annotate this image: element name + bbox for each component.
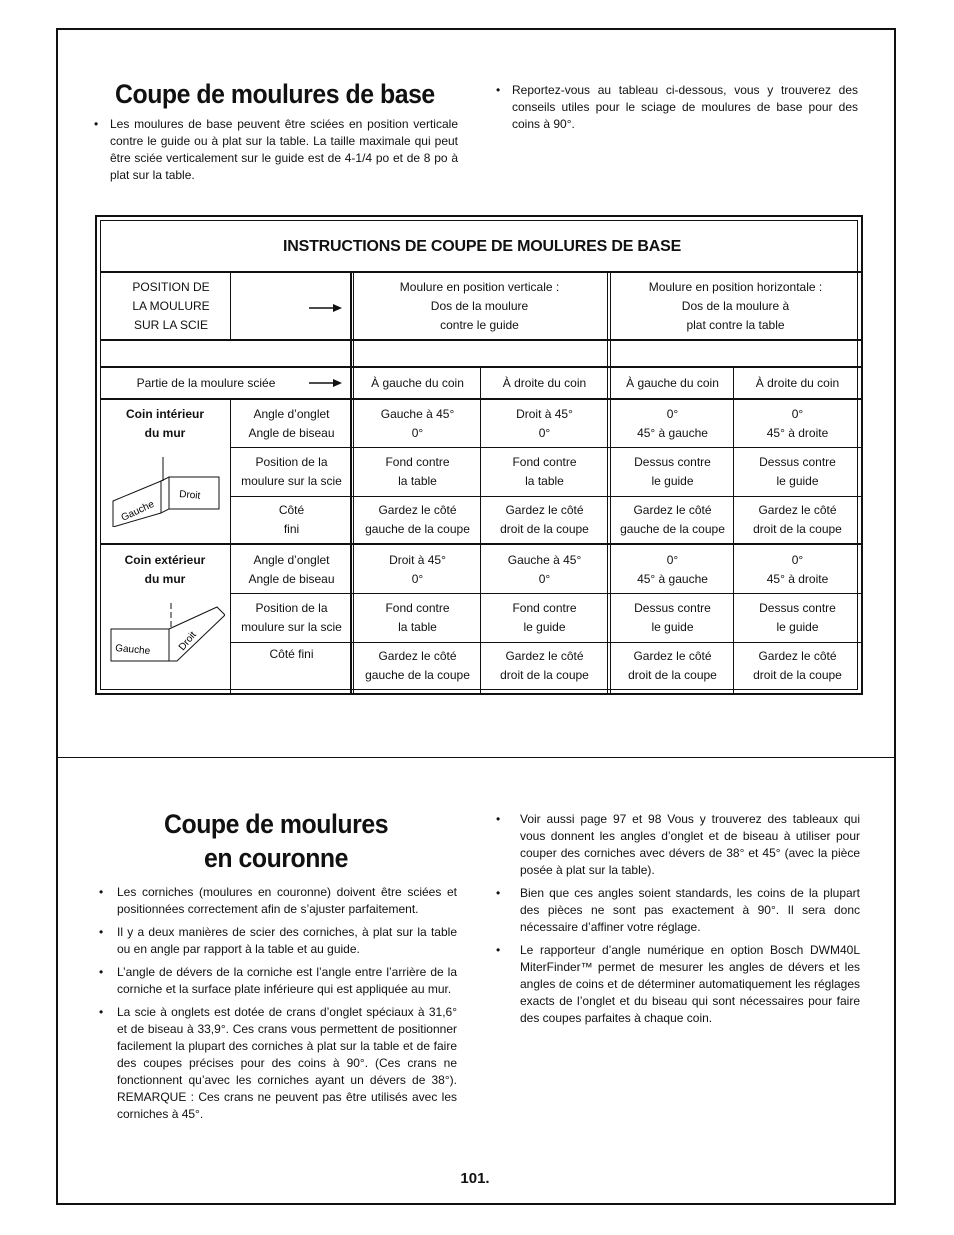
diagram-label-right: Droit	[178, 489, 201, 502]
table-cell: Dessus contre le guide	[634, 601, 711, 634]
list-item: • Les moulures de base peuvent être sciées en position verticale contre le guide ou à plat sur la table. La taille maximale qui peut être sciée verticalement sur le guide est de 4-1/4 po et de 8 po à plat sur la table.	[94, 116, 458, 184]
table-cell: Fond contre la table	[385, 455, 450, 488]
col-header: À droite du coin	[502, 375, 587, 390]
table-cell: Gardez le côté droit de la coupe	[753, 649, 842, 682]
list-item: • Bien que ces angles soient standards, les coins de la plupart des pièces ne sont pas exactement à 90°. Il sera donc nécessaire d’affiner votre réglage.	[496, 885, 860, 936]
position-label: POSITION DE LA MOULURE SUR LA SCIE	[132, 279, 210, 332]
row-label: Position de la moulure sur la scie	[241, 455, 342, 488]
list-item: • La scie à onglets est dotée de crans d’onglet spéciaux à 31,6° et de biseau à 33,9°. Ces crans vous permettent de positionner facilement la plupart des corniches à plat sur la table et de faire des coupes précises pour des coins à 90°. (Ces crans ne fonctionnent qu’avec les corniches ayant un dévers de 38°). REMARQUE : Ces crans ne peuvent pas être utilisés avec les corniches à 45°.	[99, 1004, 457, 1123]
table-cell: 0° 45° à gauche	[637, 406, 708, 440]
section2-right-column	[496, 811, 860, 1033]
table-cell: 0° 45° à droite	[766, 552, 829, 586]
partie-label: Partie de la moulure sciée	[136, 375, 276, 390]
group-label-outer-corner: Coin extérieur du mur	[124, 553, 206, 586]
diagram-label-right: Droit	[176, 629, 199, 653]
table-cell: Fond contre le guide	[512, 601, 577, 634]
table-cell: Gardez le côté droit de la coupe	[500, 503, 589, 536]
table-cell: Gauche à 45° 0°	[380, 406, 455, 440]
section1-right-column	[496, 82, 858, 138]
diagram-label-left: Gauche	[119, 498, 157, 524]
col-header: À gauche du coin	[626, 375, 719, 390]
list-item: • Voir aussi page 97 et 98 Vous y trouverez des tableaux qui vous donnent les angles d’onglet et de biseau à utiliser pour couper des corniches avec dévers de 38° et 45° (avec la pièce posée à plat sur la table).	[496, 811, 860, 879]
section2-left-column	[93, 884, 457, 1129]
inside-corner-diagram	[109, 457, 225, 527]
outside-corner-diagram	[109, 603, 225, 673]
row-label: Côté fini	[269, 647, 314, 661]
row-label: Position de la moulure sur la scie	[241, 601, 342, 634]
section2-title-line2: en couronne	[204, 843, 348, 873]
table-title: INSTRUCTIONS DE COUPE DE MOULURES DE BASE	[283, 237, 682, 255]
table-cell: Dessus contre le guide	[759, 601, 836, 634]
arrow-right-icon	[309, 303, 343, 313]
col-header: À droite du coin	[755, 375, 840, 390]
section1-left-column	[94, 116, 458, 189]
horizontal-position-header: Moulure en position horizontale : Dos de la moulure à plat contre la table	[648, 279, 823, 332]
table-cell: Fond contre la table	[512, 455, 577, 488]
section1-title: Coupe de moulures de base	[115, 79, 435, 109]
section2-title-line1: Coupe de moulures	[164, 809, 389, 839]
table-cell: Gardez le côté droit de la coupe	[500, 649, 589, 682]
list-item: • Le rapporteur d’angle numérique en option Bosch DWM40L MiterFinder™ permet de mesurer les angles de dévers et les angles de coins et de déterminer automatiquement les réglages exacts de l’onglet et du biseau qui sont nécessaires pour faire des coupes parfaites à chaque coin.	[496, 942, 860, 1027]
table-cell: Gardez le côté gauche de la coupe	[365, 503, 470, 536]
table-cell: 0° 45° à gauche	[637, 552, 708, 586]
diagram-label-left: Gauche	[114, 643, 151, 658]
table-inner	[100, 220, 858, 690]
list-item: • Les corniches (moulures en couronne) doivent être sciées et positionnées correctement afin de s’ajuster parfaitement.	[99, 884, 457, 918]
table-cell: Dessus contre le guide	[759, 455, 836, 488]
table-cell: Gauche à 45° 0°	[507, 552, 582, 586]
table-cell: Fond contre la table	[385, 601, 450, 634]
table-cell: 0° 45° à droite	[766, 406, 829, 440]
row-label: Côté fini	[278, 503, 305, 536]
list-item: • L’angle de dévers de la corniche est l’angle entre l’arrière de la corniche et la surface plate inférieure qui est appliquée au mur.	[99, 964, 457, 998]
row-label: Angle d’onglet Angle de biseau	[248, 552, 335, 586]
page-number: 101.	[460, 1170, 490, 1187]
section-divider	[56, 757, 896, 758]
arrow-right-icon	[309, 378, 343, 388]
cutting-instructions-table	[95, 215, 863, 695]
table-cell: Gardez le côté gauche de la coupe	[365, 649, 470, 682]
col-header: À gauche du coin	[371, 375, 464, 390]
list-item: • Il y a deux manières de scier des corniches, à plat sur la table ou en angle par rapport à la table et au guide.	[99, 924, 457, 958]
table-cell: Gardez le côté droit de la coupe	[753, 503, 842, 536]
vertical-position-header: Moulure en position verticale : Dos de la moulure contre le guide	[399, 279, 560, 332]
list-item: • Reportez-vous au tableau ci-dessous, vous y trouverez des conseils utiles pour le sciage de moulures de base pour des coins à 90°.	[496, 82, 858, 133]
row-label: Angle d’onglet Angle de biseau	[248, 406, 335, 440]
group-label-inner-corner: Coin intérieur du mur	[125, 407, 204, 440]
table-cell: Gardez le côté droit de la coupe	[628, 649, 717, 682]
table-cell: Droit à 45° 0°	[516, 406, 573, 440]
table-cell: Droit à 45° 0°	[389, 552, 446, 586]
table-cell: Dessus contre le guide	[634, 455, 711, 488]
table-cell: Gardez le côté gauche de la coupe	[620, 503, 725, 536]
